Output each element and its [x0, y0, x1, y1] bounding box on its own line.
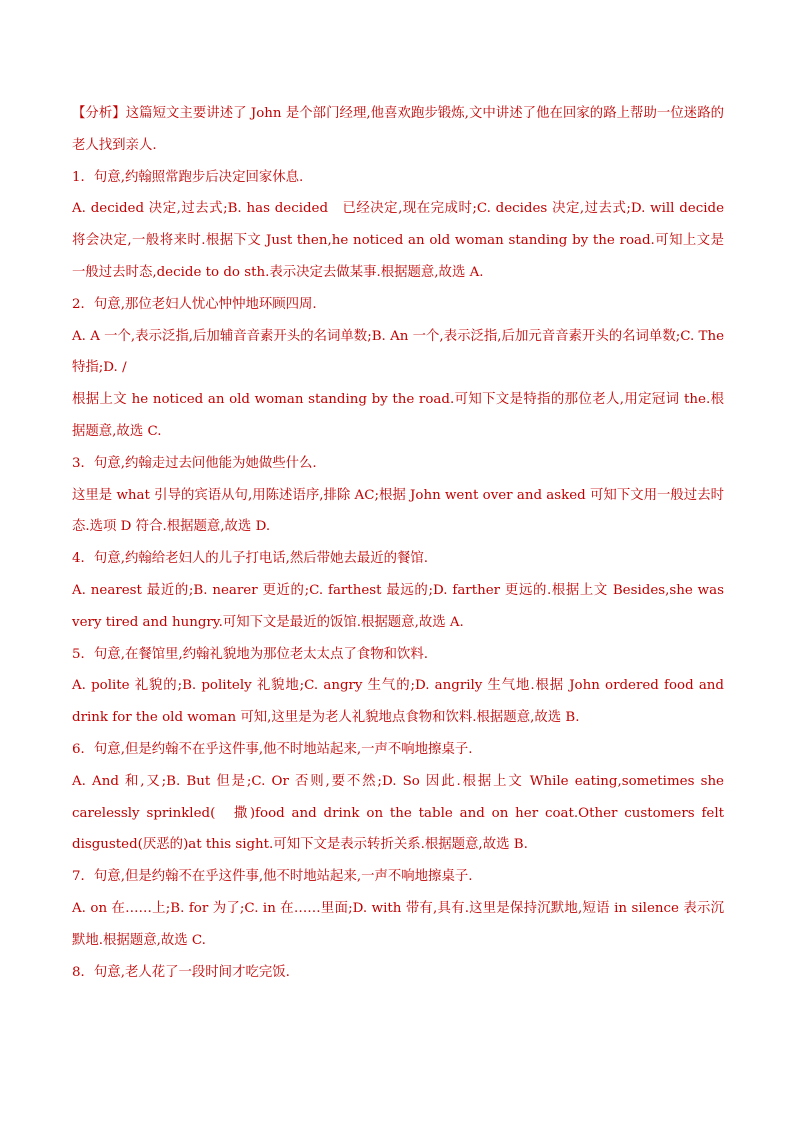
question-4-heading: 4．句意,约翰给老妇人的儿子打电话,然后带她去最近的餐馆.	[72, 551, 429, 567]
question-3-explanation: 这里是 what 引导的宾语从句,用陈述语序,排除 AC;根据 John went over and asked 可知下文用一般过去时态.选项 D 符合.根据题意,故选 D.	[72, 487, 724, 535]
question-1-heading: 1．句意,约翰照常跑步后决定回家休息.	[72, 169, 304, 185]
question-7-heading: 7．句意,但是约翰不在乎这件事,他不时地站起来,一声不响地擦桌子.	[72, 869, 473, 885]
question-6-explanation: A. And 和,又;B. But 但是;C. Or 否则,要不然;D. So 因此.根据上文 While eating,sometimes she carelessly sprinkled( 撒)food and drink on the table and on her coat.Other customers felt disgusted(厌恶的)at this sight.可知下文是表示转折关系.根据题意,故选 B.	[72, 773, 724, 853]
question-8-heading: 8．句意,老人花了一段时间才吃完饭.	[72, 964, 290, 980]
analysis-tag: 【分析】	[72, 106, 126, 121]
question-1-explanation: A. decided 决定,过去式;B. has decided 已经决定,现在完成时;C. decides 决定,过去式;D. will decide 将会决定,一般将来时.根据下文 Just then,he noticed an old woman standing by the road.可知上文是一般过去时态,decide to do sth.表示决定去做某事.根据题意,故选 A.	[72, 201, 724, 280]
question-5-explanation: A. polite 礼貌的;B. politely 礼貌地;C. angry 生气的;D. angrily 生气地.根据 John ordered food and drink for the old woman 可知,这里是为老人礼貌地点食物和饮料.根据题意,故选 B.	[72, 678, 724, 726]
question-3-heading: 3．句意,约翰走过去问他能为她做些什么.	[72, 455, 317, 471]
analysis-intro	[72, 98, 724, 162]
question-5-heading: 5．句意,在餐馆里,约翰礼貌地为那位老太太点了食物和饮料.	[72, 646, 429, 662]
document-body	[72, 98, 724, 988]
question-7-explanation: A. on 在……上;B. for 为了;C. in 在……里面;D. with 带有,具有.这里是保持沉默地,短语 in silence 表示沉默地.根据题意,故选 C.	[72, 900, 724, 948]
question-6-heading: 6．句意,但是约翰不在乎这件事,他不时地站起来,一声不响地擦桌子.	[72, 741, 473, 757]
question-4-explanation: A. nearest 最近的;B. nearer 更近的;C. farthest 最远的;D. farther 更远的.根据上文 Besides,she was very tired and hungry.可知下文是最近的饭馆.根据题意,故选 A.	[72, 582, 724, 630]
question-2-explanation: 根据上文 he noticed an old woman standing by the road.可知下文是特指的那位老人,用定冠词 the.根据题意,故选 C.	[72, 392, 724, 439]
question-2-options: A. A 一个,表示泛指,后加辅音音素开头的名词单数;B. An 一个,表示泛指,后加元音音素开头的名词单数;C. The 特指;D. /	[72, 328, 724, 376]
analysis-intro-text: 这篇短文主要讲述了 John 是个部门经理,他喜欢跑步锻炼,文中讲述了他在回家的路上帮助一位迷路的老人找到亲人.	[72, 106, 725, 153]
question-2-heading: 2．句意,那位老妇人忧心忡忡地环顾四周.	[72, 296, 317, 312]
